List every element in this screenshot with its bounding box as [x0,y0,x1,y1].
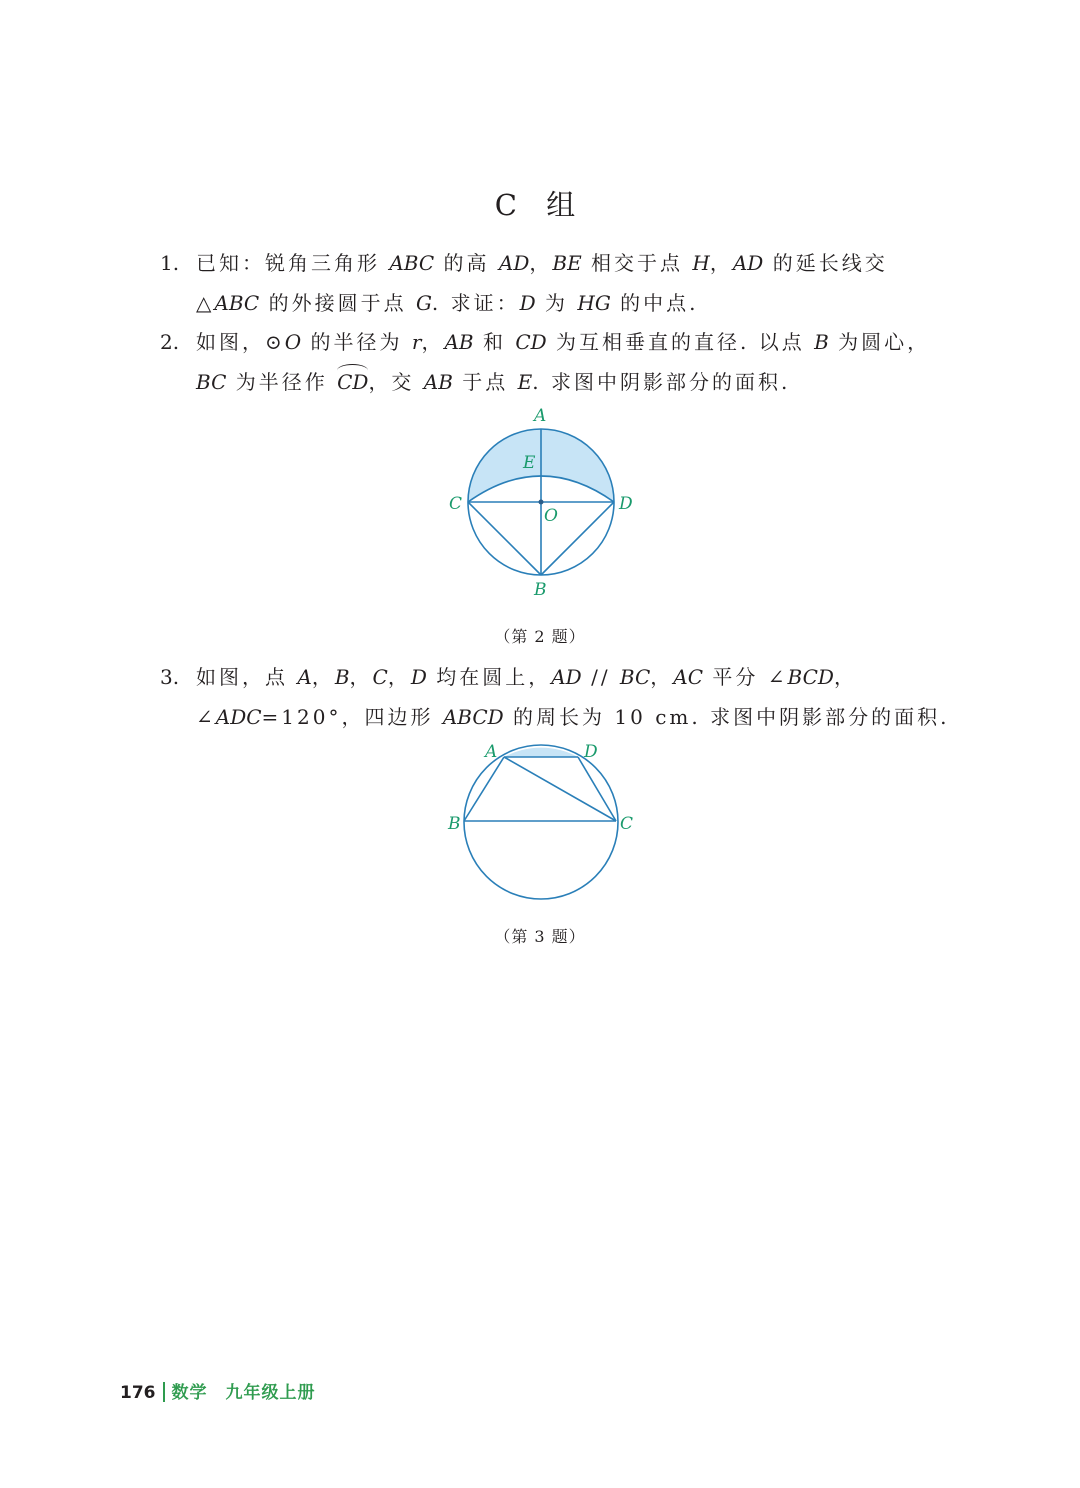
math-symbol: D [519,291,536,315]
page-footer [120,1378,316,1403]
figure-3 [440,735,640,905]
problem-line: △ABC 的外接圆于点 G. 求证：D 为 HG 的中点. [196,291,699,315]
center-point [539,500,544,505]
math-symbol: A [297,665,312,689]
problem-line: 如图，点 A，B，C，D 均在圆上，AD // BC，AC 平分 ∠BCD， [196,665,857,689]
label-b: B [448,814,461,834]
segment-bc [468,502,541,575]
label-o: O [544,506,558,526]
math-symbol: BCD [787,665,834,689]
math-symbol: BE [552,251,582,275]
segment-ac [504,757,616,821]
problem-line: ∠ADC=120°，四边形 ABCD 的周长为 10 cm. 求图中阴影部分的面积. [196,705,950,729]
problem-3 [160,657,950,737]
problem-1 [160,243,930,323]
label-e: E [523,453,536,473]
label-c: C [620,814,634,834]
page-number: 176 [120,1383,156,1403]
math-symbol: ADC [215,705,262,729]
section-title: C 组 [494,188,586,222]
math-symbol: BC [196,370,227,394]
label-a: A [485,742,498,762]
problem-number: 2. [160,330,180,354]
problem-2 [160,322,930,402]
arc-symbol: CD [337,362,368,402]
problem-number: 1. [160,251,180,275]
math-symbol: B [814,330,829,354]
math-symbol: D [410,665,427,689]
math-symbol: H [692,251,710,275]
math-symbol: AD [732,251,764,275]
math-symbol: E [517,370,533,394]
math-symbol: O [284,330,302,354]
segment-ab [464,757,504,821]
problem-line: 已知：锐角三角形 ABC 的高 AD，BE 相交于点 H，AD 的延长线交 [196,251,888,275]
label-d: D [619,494,633,514]
math-symbol: AB [423,370,453,394]
figure-3-caption: （第 3 题） [494,927,586,946]
math-symbol: AB [444,330,474,354]
figure-2 [430,400,650,610]
math-symbol: AC [673,665,704,689]
label-a: A [534,406,547,426]
math-symbol: r [411,330,422,354]
label-b: B [534,580,547,600]
math-symbol: ABCD [442,705,504,729]
math-symbol: AD [498,251,530,275]
footer-divider [163,1382,165,1402]
math-symbol: CD [515,330,547,354]
problem-line: BC 为半径作 CD，交 AB 于点 E. 求图中阴影部分的面积. [196,362,930,402]
figure-2-caption: （第 2 题） [494,627,586,646]
math-symbol: B [334,665,350,689]
math-symbol: ABC [214,291,260,315]
math-symbol: G [415,291,432,315]
book-title: 数学 九年级上册 [171,1383,316,1403]
math-symbol: BC [619,665,651,689]
math-symbol: AD [551,665,582,689]
label-d: D [584,742,598,762]
circle [464,745,618,899]
math-symbol: C [372,665,388,689]
math-symbol: ABC [389,251,435,275]
math-symbol: HG [577,291,611,315]
label-c: C [449,494,463,514]
problem-number: 3. [160,665,180,689]
problem-line: 如图，⊙O 的半径为 r，AB 和 CD 为互相垂直的直径. 以点 B 为圆心， [196,330,931,354]
